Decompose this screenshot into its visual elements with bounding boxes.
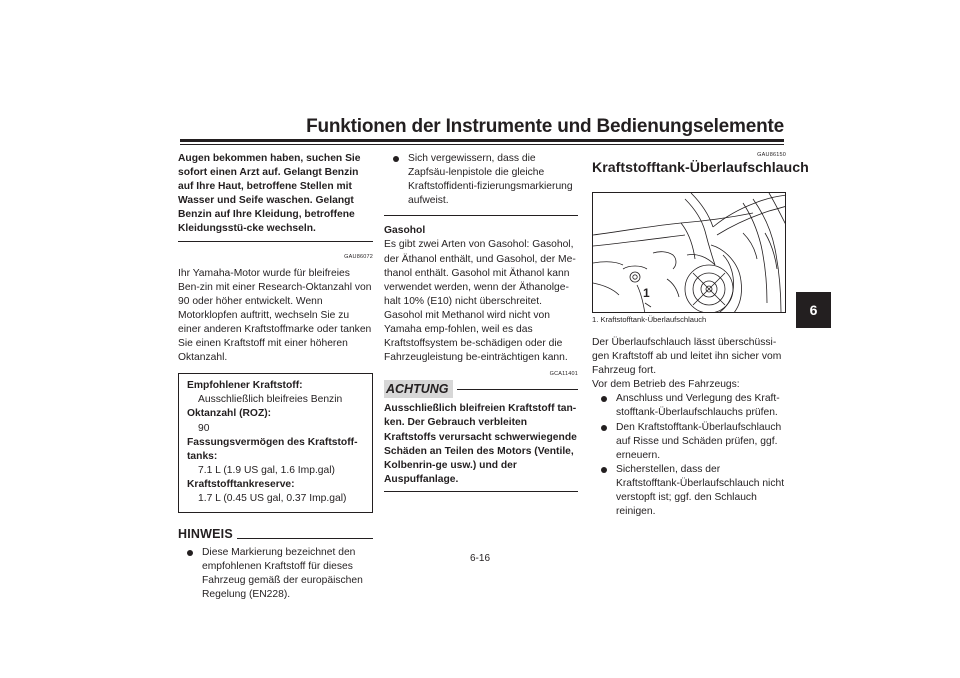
list-item: Sicherstellen, dass der Kraftstofftank-Überlaufschlauch nicht verstopft ist; ggf. den Schlauch reinigen. [592,463,786,519]
column-right [592,152,809,519]
list-item: Sich vergewissern, dass die Zapfsäu-lenpistole die gleiche Kraftstoffidenti-fizierungsmarkierung aufweist. [384,152,578,208]
gasohol-paragraph: Es gibt zwei Arten von Gasohol: Gasohol, der Äthanol enthält, und Gasohol, der Me-thanol enthält. Gasohol mit Äthanol kann verwendet werden, wenn der Äthanolge-halt 10% (E10) nicht überschreitet. Gasohol mit Methanol wird nicht von Yamaha emp-fohlen, weil es das Kraftstoffsystem be-schädigen oder die Fahrzeugleistung be-einträchtigen kann. [384,239,576,364]
hinweis-heading [178,527,373,541]
spec-reserve-value: 1.7 L (0.45 US gal, 0.37 Imp.gal) [198,492,347,504]
list-item: Diese Markierung bezeichnet den empfohlenen Kraftstoff für dieses Fahrzeug gemäß der europäischen Regelung (EN228). [178,546,373,602]
achtung-end-rule [384,491,578,492]
page-number: 6-16 [469,553,490,564]
reference-code: GAU86072 [344,253,373,260]
warning-end-rule [178,241,373,242]
reference-code: GCA11401 [549,371,578,378]
spec-fuel-label: Empfohlener Kraftstoff: [187,380,303,392]
chapter-tab: 6 [796,292,831,328]
spec-octane-label: Oktanzahl (ROZ): [187,408,272,420]
hinweis-list [178,546,373,602]
achtung-rule [457,389,579,390]
hinweis-end-rule [384,215,578,216]
gasohol-title: Gasohol [384,225,426,237]
page-header-title: Funktionen der Instrumente und Bedienungselemente [306,116,784,137]
spec-reserve-label: Kraftstofftankreserve: [187,478,295,490]
hose-description: Der Überlaufschlauch lässt überschüssi-gen Kraftstoff ab und leitet ihn sicher vom Fahrzeug fort. [592,337,782,377]
overflow-hose-figure [592,192,786,313]
column-middle [384,152,578,492]
fuel-intro-paragraph: Ihr Yamaha-Motor wurde für bleifreies Ben-zin mit einer Research-Oktanzahl von 90 oder höher entwickelt. Wenn Motorklopfen auftritt, wechseln Sie zu einer anderen Kraftstoffmarke oder tanken Sie einen Kraftstoff mit einer höheren Oktanzahl. [178,267,372,364]
list-item: Anschluss und Verlegung des Kraft-stofftank-Überlaufschlauchs prüfen. [592,392,786,420]
warning-continuation: Augen bekommen haben, suchen Sie sofort einen Arzt auf. Gelangt Benzin auf Ihre Haut, betroffene Stellen mit Wasser und Seife waschen. Gelangt Benzin auf Ihre Kleidung, betroffene Kleidungsstü-cke wechseln. [178,153,361,235]
section-title: Kraftstofftank-Überlaufschlauch [592,160,809,176]
figure-callout-1: 1 [643,286,650,300]
spec-capacity-value: 7.1 L (1.9 US gal, 1.6 Imp.gal) [198,464,335,476]
header-rule [180,139,784,142]
hinweis-label: HINWEIS [178,527,233,542]
before-operation-label: Vor dem Betrieb des Fahrzeugs: [592,379,740,391]
hinweis-rule [237,538,373,539]
spec-octane-value: 90 [198,422,210,434]
column-left [178,152,373,602]
hinweis-list-continued [384,152,578,208]
spec-capacity-label: Fassungsvermögen des Kraftstoff-tanks: [187,436,358,462]
header-rule-thin [180,144,784,145]
scooter-line-drawing [593,193,786,313]
fuel-spec-box [178,373,373,513]
reference-code: GAU86150 [757,152,786,158]
inspection-list [592,392,786,519]
figure-caption: 1. Kraftstofftank-Überlaufschlauch [592,315,707,324]
achtung-label: ACHTUNG [384,380,453,398]
spec-fuel-value: Ausschließlich bleifreies Benzin [198,394,343,406]
achtung-heading [384,380,578,398]
achtung-text: Ausschließlich bleifreien Kraftstoff tan-ken. Der Gebrauch verbleiten Kraftstoffs verursacht schwerwiegende Schäden an Teilen des Motors (Ventile, Kolbenrin-ge usw.) und der Auspuffanlage. [384,403,577,485]
list-item: Den Kraftstofftank-Überlaufschlauch auf Risse und Schäden prüfen, ggf. erneuern. [592,421,786,463]
